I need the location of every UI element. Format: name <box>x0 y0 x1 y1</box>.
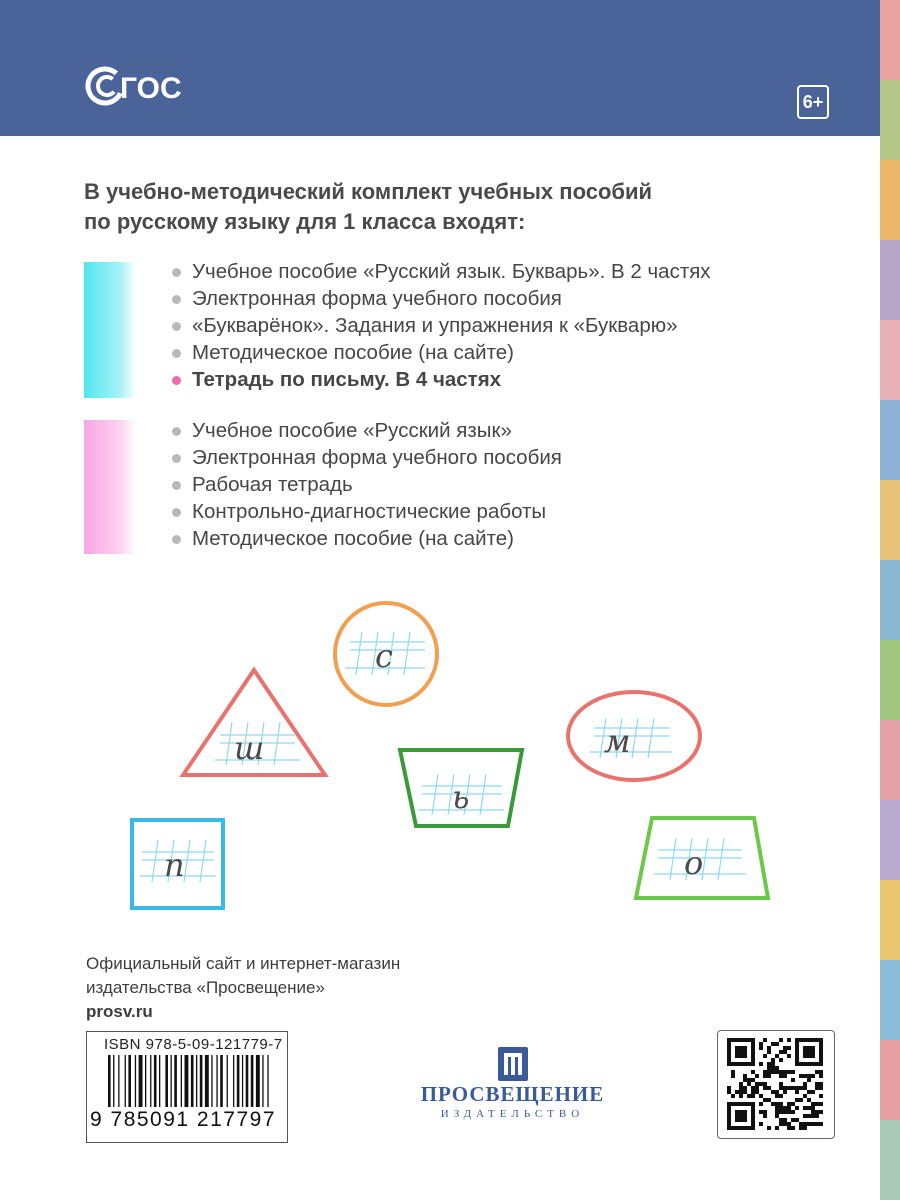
page-edge-strip <box>880 0 900 1200</box>
edge-strip-segment <box>880 1040 900 1120</box>
edge-strip-segment <box>880 960 900 1040</box>
list-item-text: Методическое пособие (на сайте) <box>192 527 514 550</box>
publisher-site-info <box>86 952 400 1024</box>
publisher-subtitle: ИЗДАТЕЛЬСТВО <box>440 1108 585 1120</box>
edge-strip-segment <box>880 0 900 80</box>
prosveshchenie-logo-icon <box>496 1045 530 1083</box>
edge-strip-segment <box>880 320 900 400</box>
edge-strip-segment <box>880 160 900 240</box>
list-item-text: Учебное пособие «Русский язык. Букварь». В 2 частях <box>192 260 711 283</box>
list-item-text: Учебное пособие «Русский язык» <box>192 419 512 442</box>
age-rating-badge: 6+ <box>797 85 829 119</box>
barcode-digits: 9 785091 217797 <box>90 1108 276 1131</box>
edge-strip-segment <box>880 80 900 160</box>
publisher-name: ПРОСВЕЩЕНИЕ <box>420 1082 605 1106</box>
site-url-link[interactable]: prosv.ru <box>86 1002 153 1021</box>
edge-strip-segment <box>880 640 900 720</box>
trapezoid-letter: ь <box>452 778 470 816</box>
edge-strip-segment <box>880 1120 900 1200</box>
trapezoid2-letter: о <box>684 844 704 882</box>
triangle-shape <box>183 670 325 775</box>
triangle-letter: ш <box>234 729 265 767</box>
kit-heading-line1: В учебно-методический комплект учебных пособий <box>84 179 653 204</box>
list-item-text: Контрольно-диагностические работы <box>192 500 547 523</box>
list-item-text: Тетрадь по письму. В 4 частях <box>192 368 502 391</box>
circle-letter: с <box>375 637 393 675</box>
circle-shape <box>335 603 437 705</box>
trapezoid2-shape <box>636 818 768 898</box>
edge-strip-segment <box>880 880 900 960</box>
edge-strip-segment <box>880 720 900 800</box>
edge-strip-segment <box>880 800 900 880</box>
list-item-text: Методическое пособие (на сайте) <box>192 341 514 364</box>
edge-strip-segment <box>880 560 900 640</box>
site-line2: издательства «Просвещение» <box>86 978 325 997</box>
qr-code-icon[interactable] <box>727 1038 823 1130</box>
edge-strip-segment <box>880 480 900 560</box>
gos-label: ГОС <box>120 72 182 105</box>
ellipse-letter: м <box>604 722 631 760</box>
list-item-text: «Букварёнок». Задания и упражнения к «Букварю» <box>192 314 678 337</box>
edge-strip-segment <box>880 400 900 480</box>
barcode-icon <box>108 1055 280 1107</box>
list-item-text: Электронная форма учебного пособия <box>192 446 562 469</box>
square-letter: п <box>164 846 185 884</box>
square-shape <box>132 820 223 908</box>
trapezoid-shape <box>400 750 522 826</box>
ellipse-shape <box>568 692 700 780</box>
kit-heading-line2: по русскому языку для 1 класса входят: <box>84 209 526 234</box>
list-item-text: Рабочая тетрадь <box>192 473 353 496</box>
list-item-text: Электронная форма учебного пособия <box>192 287 562 310</box>
edge-strip-segment <box>880 240 900 320</box>
isbn-label: ISBN 978-5-09-121779-7 <box>104 1036 283 1053</box>
site-line1: Официальный сайт и интернет-магазин <box>86 954 401 973</box>
